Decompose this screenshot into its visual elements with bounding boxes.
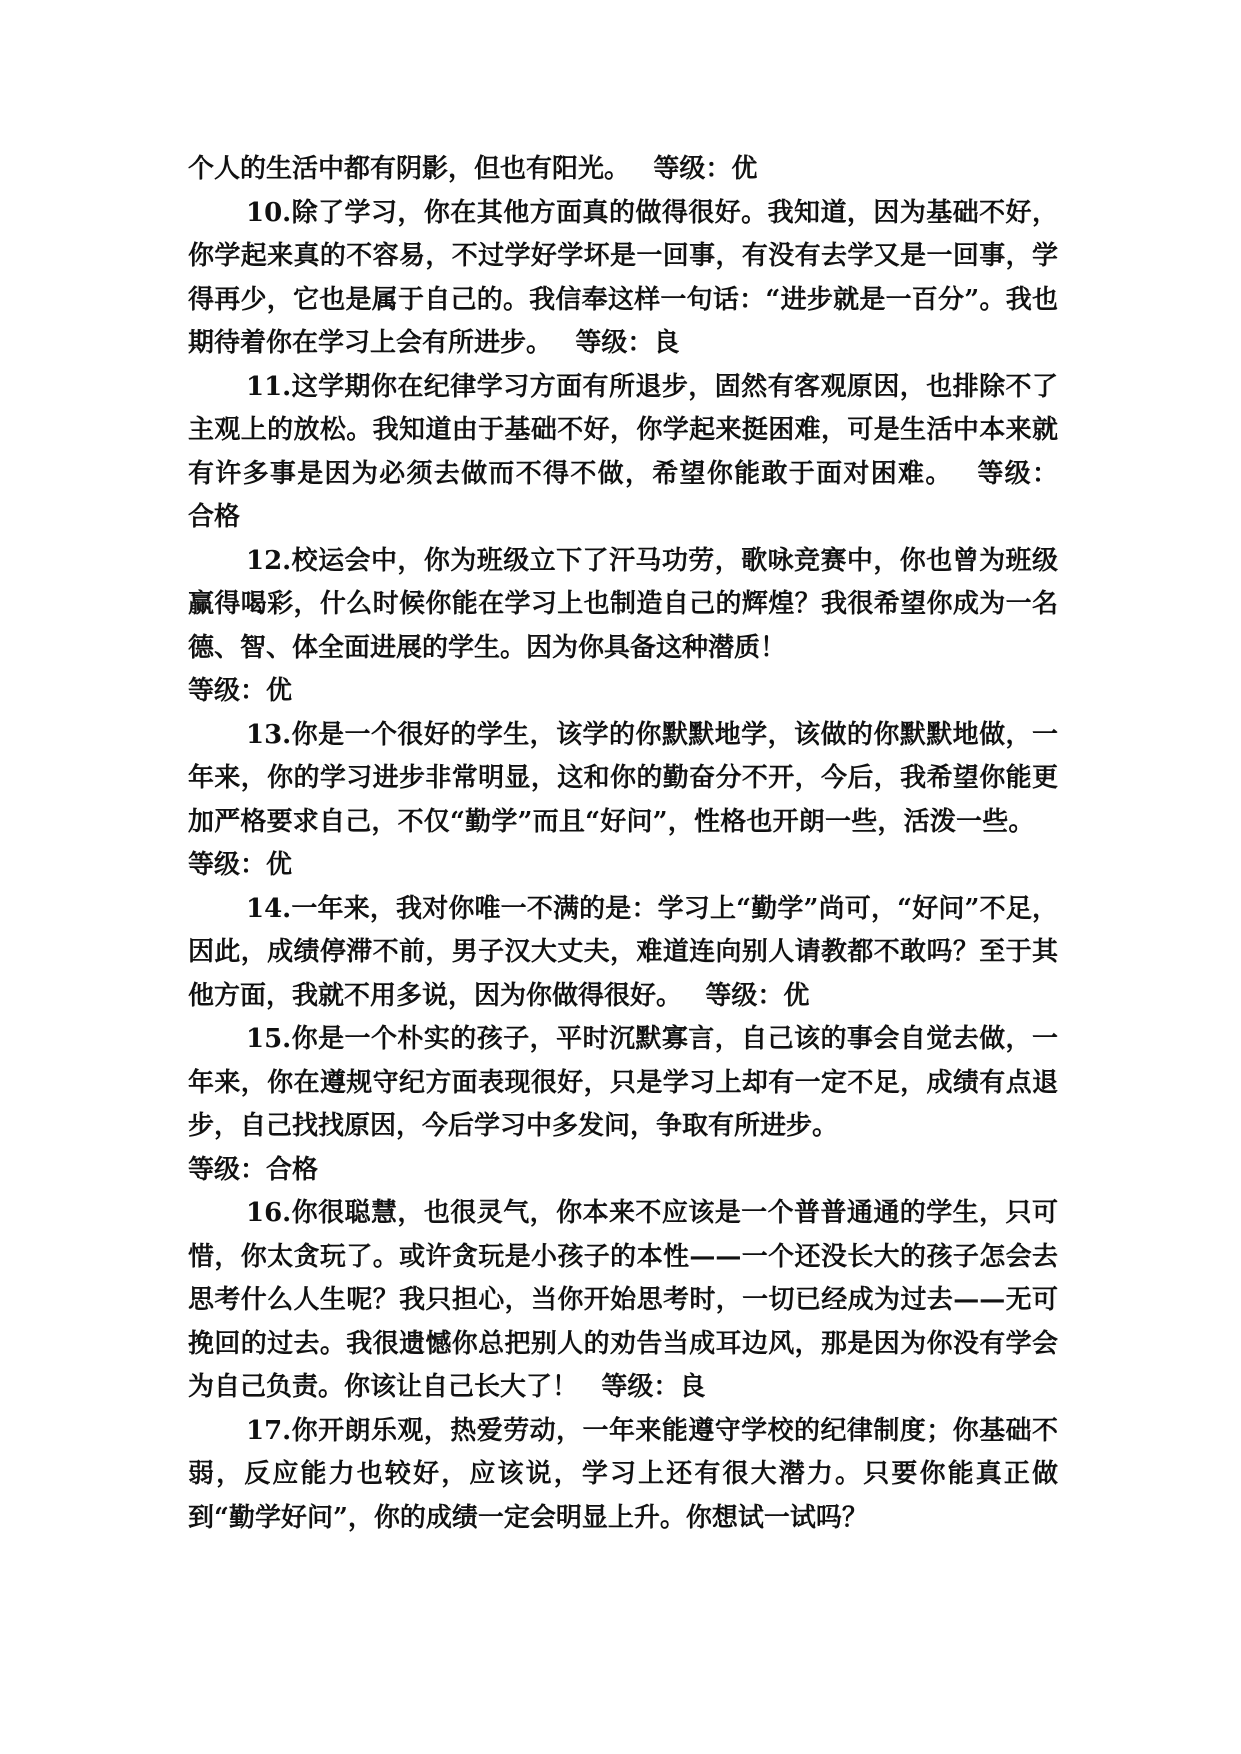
comment-paragraph-15	[188, 1018, 1058, 1192]
comment-number: 15.	[246, 1024, 292, 1054]
comment-text: 你开朗乐观，热爱劳动，一年来能遵守学校的纪律制度；你基础不弱，反应能力也较好，应该说，学习上还有很大潜力。只要你能真正做到“勤学好问”，你的成绩一定会明显上升。你想试一试吗？	[188, 1415, 1058, 1533]
comment-number: 16.	[246, 1198, 292, 1228]
grade-value: 优	[783, 980, 810, 1011]
comment-text: 一年来，我对你唯一不满的是：学习上“勤学”尚可，“好问”不足，因此，成绩停滞不前，男子汉大丈夫，难道连向别人请教都不敢吗？至于其他方面，我就不用多说，因为你做得很好。	[188, 893, 1058, 1011]
comment-text: 个人的生活中都有阴影，但也有阳光。	[188, 154, 631, 184]
grade-value: 优	[266, 850, 293, 880]
grade-label: 等级：	[188, 1154, 267, 1185]
document-page	[188, 148, 1058, 1540]
grade-value: 良	[679, 1372, 706, 1402]
comment-paragraph-9-tail	[188, 148, 1058, 192]
comment-number: 12.	[246, 545, 292, 576]
comment-paragraph-17	[188, 1410, 1058, 1541]
grade-value: 良	[653, 328, 680, 358]
comment-text: 除了学习，你在其他方面真的做得很好。我知道，因为基础不好，你学起来真的不容易，不过学好学坏是一回事，有没有去学又是一回事，学得再少，它也是属于自己的。我信奉这样一句话：“进步就是一百分”。我也期待着你在学习上会有所进步。	[188, 197, 1058, 358]
grade-value: 优	[266, 676, 293, 706]
grade-value: 合格	[266, 1154, 319, 1185]
comment-paragraph-12	[188, 540, 1058, 714]
comment-number: 14.	[246, 893, 292, 924]
comment-number: 17.	[246, 1415, 292, 1446]
comment-paragraph-13	[188, 714, 1058, 888]
grade-label: 等级：	[705, 980, 784, 1011]
grade-label: 等级：	[601, 1372, 680, 1402]
comment-paragraph-11	[188, 366, 1058, 540]
comment-text: 你是一个很好的学生，该学的你默默地学，该做的你默默地做，一年来，你的学习进步非常明显，这和你的勤奋分不开，今后，我希望你能更加严格要求自己，不仅“勤学”而且“好问”，性格也开朗一些，活泼一些。	[188, 719, 1058, 837]
grade-label: 等级：	[976, 458, 1058, 489]
comment-paragraph-16	[188, 1192, 1058, 1410]
grade-value: 合格	[188, 502, 241, 532]
comment-text: 你很聪慧，也很灵气，你本来不应该是一个普普通通的学生，只可惜，你太贪玩了。或许贪玩是小孩子的本性——一个还没长大的孩子怎会去思考什么人生呢？我只担心，当你开始思考时，一切已经成为过去——无可挽回的过去。我很遗憾你总把别人的劝告当成耳边风，那是因为你没有学会为自己负责。你该让自己长大了！	[188, 1198, 1058, 1402]
comment-text: 这学期你在纪律学习方面有所退步，固然有客观原因，也排除不了主观上的放松。我知道由于基础不好，你学起来挺困难，可是生活中本来就有许多事是因为必须去做而不得不做，希望你能敢于面对困难。	[188, 371, 1058, 489]
comment-number: 13.	[246, 719, 292, 750]
comment-text: 校运会中，你为班级立下了汗马功劳，歌咏竞赛中，你也曾为班级赢得喝彩，什么时候你能在学习上也制造自己的辉煌？我很希望你成为一名德、智、体全面进展的学生。因为你具备这种潜质！	[188, 545, 1058, 663]
grade-label: 等级：	[653, 154, 732, 184]
grade-label: 等级：	[188, 676, 267, 706]
comment-paragraph-10	[188, 192, 1058, 366]
grade-label: 等级：	[188, 850, 267, 880]
grade-label: 等级：	[575, 328, 654, 358]
grade-value: 优	[731, 154, 758, 184]
comment-paragraph-14	[188, 888, 1058, 1019]
comment-text: 你是一个朴实的孩子，平时沉默寡言，自己该的事会自觉去做，一年来，你在遵规守纪方面表现很好，只是学习上却有一定不足，成绩有点退步，自己找找原因，今后学习中多发问，争取有所进步。	[188, 1024, 1058, 1141]
comment-number: 10.	[246, 197, 292, 228]
comment-number: 11.	[246, 371, 292, 402]
